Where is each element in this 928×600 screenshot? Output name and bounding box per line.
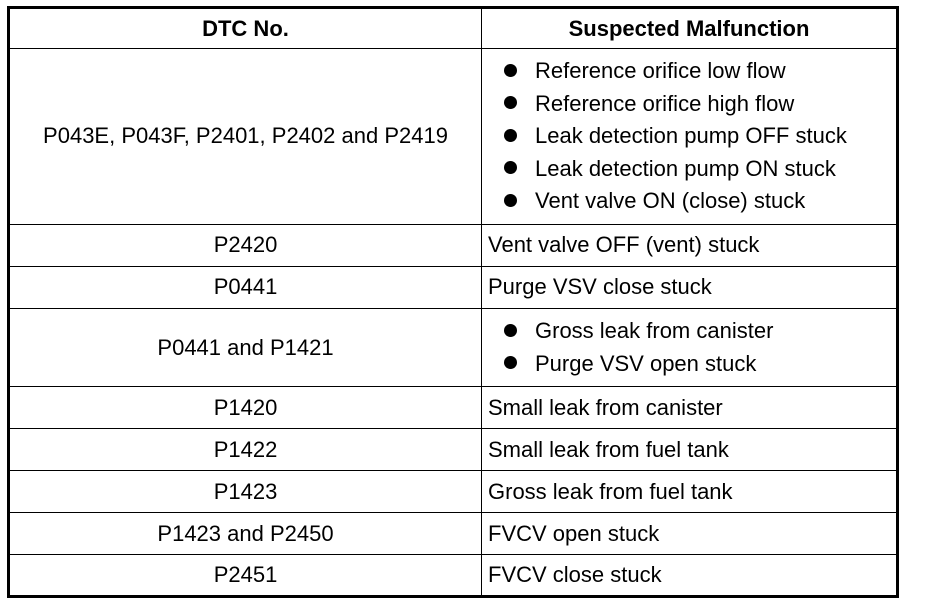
table-row [9, 224, 898, 266]
table-row [9, 387, 898, 429]
malfunction-cell [482, 224, 898, 266]
malfunction-list-item [504, 153, 890, 186]
bullet-icon [504, 356, 517, 369]
dtc-code-cell: P0441 and P1421 [9, 308, 482, 386]
malfunction-list-item [504, 120, 890, 153]
bullet-icon [504, 161, 517, 174]
bullet-icon [504, 194, 517, 207]
malfunction-cell [482, 513, 898, 555]
malfunction-list-item [504, 88, 890, 121]
malfunction-list-item [504, 185, 890, 218]
malfunction-list-item [504, 55, 890, 88]
bullet-icon [504, 324, 517, 337]
table-row [9, 513, 898, 555]
malfunction-list-item [504, 348, 890, 381]
malfunction-text: Gross leak from fuel tank [488, 478, 733, 504]
header-suspected-malfunction: Suspected Malfunction [482, 8, 898, 49]
dtc-code-cell: P0441 [9, 266, 482, 308]
malfunction-text: Vent valve OFF (vent) stuck [488, 232, 760, 258]
malfunction-cell [482, 471, 898, 513]
malfunction-cell [482, 266, 898, 308]
dtc-code-cell: P1423 [9, 471, 482, 513]
dtc-code-cell: P1422 [9, 429, 482, 471]
table-row [9, 266, 898, 308]
malfunction-text: Purge VSV open stuck [535, 350, 757, 376]
table-row [9, 49, 898, 225]
bullet-icon [504, 64, 517, 77]
malfunction-list [488, 309, 890, 386]
dtc-code-cell: P2451 [9, 555, 482, 597]
dtc-code-cell: P043E, P043F, P2401, P2402 and P2419 [9, 49, 482, 225]
malfunction-cell [482, 429, 898, 471]
malfunction-list [488, 49, 890, 224]
malfunction-cell [482, 49, 898, 225]
malfunction-text: Gross leak from canister [535, 317, 774, 343]
bullet-icon [504, 129, 517, 142]
malfunction-text: Reference orifice low flow [535, 58, 786, 83]
malfunction-text: Leak detection pump ON stuck [535, 155, 836, 181]
dtc-code-cell: P1423 and P2450 [9, 513, 482, 555]
header-row [9, 8, 898, 49]
malfunction-text: Small leak from canister [488, 394, 723, 420]
bullet-icon [504, 96, 517, 109]
malfunction-text: Leak detection pump OFF stuck [535, 123, 847, 149]
malfunction-text: Small leak from fuel tank [488, 436, 729, 462]
table-row [9, 471, 898, 513]
dtc-table [7, 6, 899, 598]
table-row [9, 308, 898, 386]
dtc-code-cell: P1420 [9, 387, 482, 429]
malfunction-cell [482, 308, 898, 386]
malfunction-text: Purge VSV close stuck [488, 274, 712, 300]
malfunction-text: FVCV close stuck [488, 562, 662, 588]
malfunction-text: Reference orifice high flow [535, 90, 795, 116]
dtc-code-cell: P2420 [9, 224, 482, 266]
table-row [9, 555, 898, 597]
table-body [9, 49, 898, 597]
malfunction-text: FVCV open stuck [488, 520, 660, 546]
header-dtc-no: DTC No. [9, 8, 482, 49]
malfunction-text: Vent valve ON (close) stuck [535, 188, 806, 214]
malfunction-cell [482, 555, 898, 597]
malfunction-list-item [504, 315, 890, 348]
table-row [9, 429, 898, 471]
malfunction-cell [482, 387, 898, 429]
